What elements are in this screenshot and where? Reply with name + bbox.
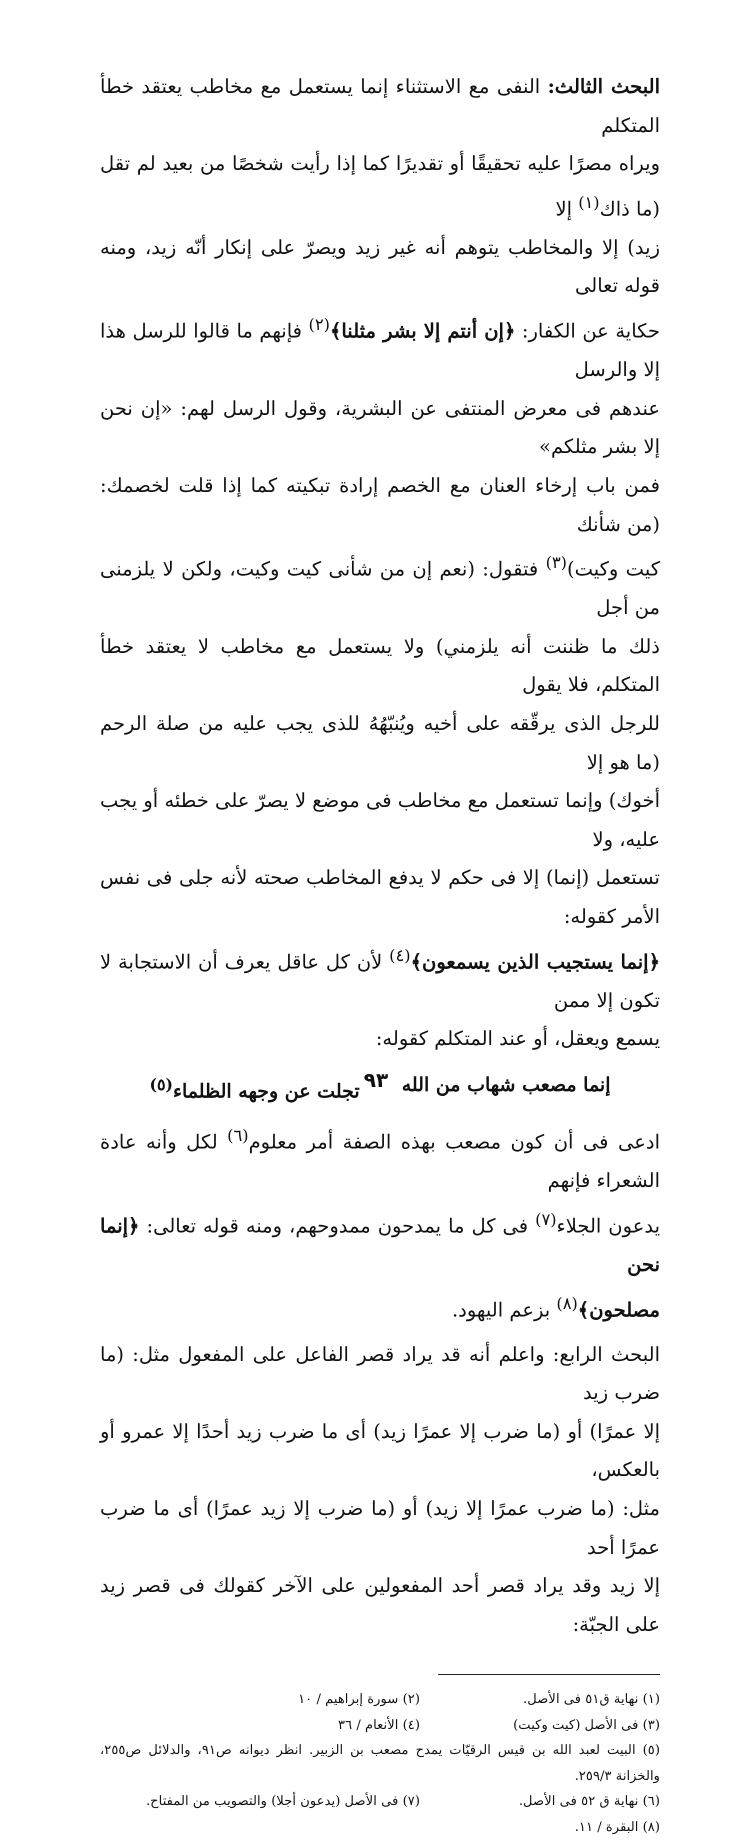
line-text: فتقول: (نعم إن من شأنى كيت وكيت، ولكن لا يلزمنى من أجل (100, 557, 660, 620)
footnote-ref: (٥) (149, 1074, 174, 1094)
text-line (100, 705, 660, 782)
footnote-ref: (٨) (556, 1293, 578, 1313)
line-text: مثل: (ما ضرب عمرًا إلا زيد) أو (ما ضرب إلا زيد عمرًا) أى ما ضرب عمرًا أحد (100, 1497, 660, 1559)
footnote-divider (438, 1674, 660, 1675)
line-text: حكاية عن الكفار: (515, 319, 660, 343)
line-text: ويراه مصرًا عليه تحقيقًا أو تقديرًا كما إذا رأيت شخصًا من بعيد لم تقل (ما ذاك (100, 152, 660, 221)
footnote-row (100, 1713, 660, 1739)
text-line (100, 859, 660, 936)
text-line (100, 229, 660, 306)
text-line (100, 467, 660, 544)
verse-first-hemistich: إنما مصعب شهاب من الله (401, 1073, 611, 1096)
verse-text: تجلت عن وجهه الظلماء (173, 1080, 360, 1103)
quran-quote: ﴿إن أنتم إلا بشر مثلنا﴾ (329, 319, 516, 343)
line-text: فمن باب إرخاء العنان مع الخصم إرادة تبكيته كما إذا قلت لخصمك: (من شأنك (100, 473, 660, 536)
footnote-ref: (٤) (389, 945, 411, 965)
text-line (100, 68, 660, 145)
text-line (100, 390, 660, 467)
main-text (100, 68, 660, 1644)
line-text: زيد) إلا والمخاطب يتوهم أنه غير زيد ويصرّ على إنكار أنّه زيد، ومنه قوله تعالى (100, 235, 660, 298)
text-line (100, 1413, 660, 1490)
footnote-1: (١) نهاية ق٥١ فى الأصل. (523, 1692, 660, 1708)
text-line (100, 1201, 660, 1285)
line-text: ذلك ما ظننت أنه يلزمني) ولا يستعمل مع مخاطب لا يعتقد خطأ المتكلم، فلا يقول (100, 634, 660, 697)
footnote-2: (٢) سورة إبراهيم / ١٠ (298, 1692, 420, 1708)
footnote-row (100, 1789, 660, 1815)
line-text: للرجل الذى يرقّقه على أخيه ويُنبّهُهُ للذى يجب عليه من صلة الرحم (ما هو إلا (100, 712, 660, 774)
footnote-row (100, 1687, 660, 1713)
text-line (100, 937, 660, 1021)
footnote-ref: (٣) (545, 553, 567, 573)
line-text: إلا (555, 197, 579, 221)
line-text: يدعون الجلاء (556, 1214, 660, 1238)
line-text: فى كل ما يمدحون ممدوحهم، ومنه قوله تعالى: (139, 1214, 536, 1238)
quran-quote: ﴿إنما نحن (100, 1214, 660, 1276)
text-line (100, 782, 660, 859)
footnote-8: (٨) البقرة / ١١. (574, 1819, 660, 1835)
line-text: يسمع ويعقل، أو عند المتكلم كقوله: (375, 1027, 660, 1051)
text-line (100, 1020, 660, 1059)
text-line (100, 1490, 660, 1567)
line-text: ادعى فى أن كون مصعب بهذه الصفة أمر معلوم (248, 1130, 660, 1154)
quran-quote: ﴿إنما يستجيب الذين يسمعون﴾ (410, 950, 661, 974)
text-line (100, 145, 660, 229)
footnote-6: (٦) نهاية ق ٥٢ فى الأصل. (518, 1794, 660, 1810)
section-heading: البحث الثالث: (547, 75, 660, 98)
footnote-3: (٣) فى الأصل (كيت وكيت) (513, 1717, 660, 1733)
line-text: كيت وكيت) (566, 557, 661, 581)
line-text: لأن كل عاقل يعرف أن الاستجابة لا تكون إلا ممن (100, 950, 660, 1012)
text-line (100, 544, 660, 628)
line-text: البحث الرابع: واعلم أنه قد يراد قصر الفاعل على المفعول مثل: (ما ضرب زيد (100, 1342, 660, 1405)
footnote-ref: (٦) (227, 1126, 249, 1146)
text-line (100, 628, 660, 705)
footnote-ref: (٧) (535, 1209, 557, 1229)
line-text: بزعم اليهود. (451, 1298, 557, 1322)
footnote-7: (٧) فى الأصل (يدعون أجلا) والتصويب من المفتاح. (145, 1794, 420, 1810)
line-text: أخوك) وإنما تستعمل مع مخاطب فى موضع لا يصرّ على خطئه أو يجب عليه، ولا (100, 789, 660, 851)
line-text: إلا زيد وقد يراد قصر أحد المفعولين على الآخر كقولك فى قصر زيد على الجبّة: (100, 1574, 660, 1636)
page-number: ٩٣ (363, 1068, 389, 1092)
footnote-4: (٤) الأنعام / ٣٦ (338, 1717, 420, 1733)
line-text: لكل وأنه عادة الشعراء فإنهم (100, 1130, 660, 1193)
line-text: النفى مع الاستثناء إنما يستعمل مع مخاطب يعتقد خطأ المتكلم (100, 75, 660, 137)
text-line (100, 1567, 660, 1644)
line-text: إلا عمرًا) أو (ما ضرب إلا عمرًا زيد) أى ما ضرب زيد أحدًا إلا عمرو أو بالعكس، (100, 1419, 660, 1482)
text-line (100, 1117, 660, 1201)
footnotes (100, 1687, 660, 1840)
text-line (100, 1285, 660, 1330)
footnote-ref: (١) (578, 192, 600, 212)
line-text: تستعمل (إنما) إلا فى حكم لا يدفع المخاطب صحته لأنه جلى فى نفس الأمر كقوله: (100, 866, 660, 928)
footnote-5: (٥) البيت لعبد الله بن قيس الرقيّات يمدح مصعب بن الزبير. انظر ديوانه ص٩١، والدلائل ص٢٥٥، والخزانة ٢٥٩/٣. (100, 1743, 660, 1784)
footnote-row (100, 1815, 660, 1840)
footnote-ref: (٢) (308, 315, 330, 335)
line-text: عندهم فى معرض المنتفى عن البشرية، وقول الرسل لهم: «إن نحن إلا بشر مثلكم» (100, 396, 660, 459)
line-text: فإنهم ما قالوا للرسل هذا إلا والرسل (100, 319, 660, 382)
quran-quote: مصلحون﴾ (577, 1298, 660, 1322)
text-line (100, 1336, 660, 1413)
text-line (100, 306, 660, 390)
